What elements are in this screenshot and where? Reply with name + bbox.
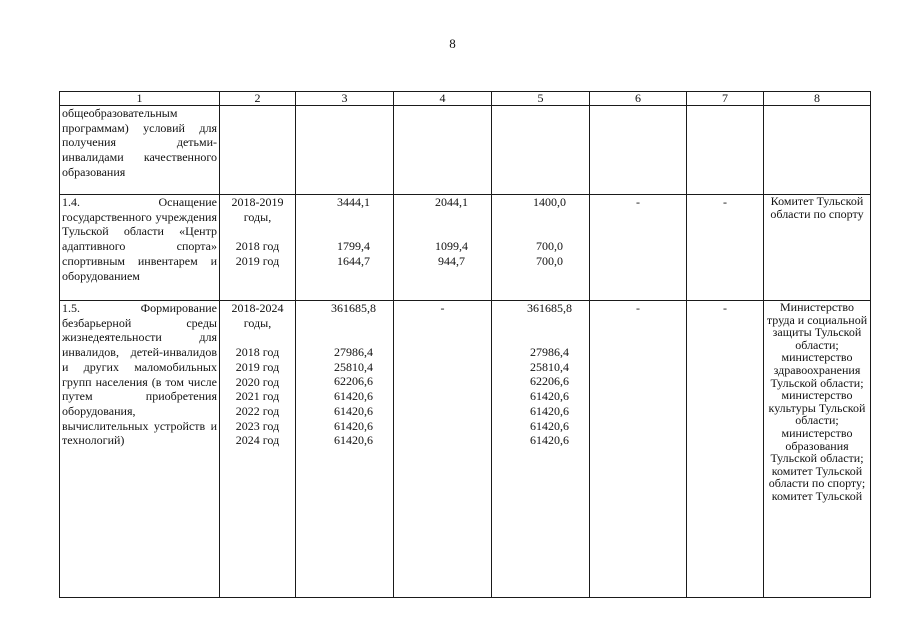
table-row [60,301,871,598]
responsible-cell [764,106,871,195]
period-year: 2019 год [235,359,280,374]
column-number: 4 [394,92,492,106]
measure-description: 1.4. Оснащение государственного учреждения Тульской области «Центр адаптивного спорта» спортивным инвентарем и оборудованием [60,195,220,301]
col6-value: - [636,195,640,209]
col5-cell [492,106,590,195]
total-value: 61420,6 [334,403,373,418]
column-number: 3 [296,92,394,106]
period-year: 2024 год [235,433,280,448]
col5-value: 25810,4 [530,359,569,374]
period-cell [220,106,296,195]
total-value: 62206,6 [334,374,373,389]
col4-cell [394,195,492,301]
total-value: 361685,8 [331,301,376,315]
col5-value: 61420,6 [530,403,569,418]
total-cell [296,106,394,195]
col5-value: 700,0 [536,239,563,254]
period-year: 2022 год [235,403,280,418]
col4-value: 1099,4 [435,239,468,254]
period-year: 2021 год [235,389,280,404]
col5-cell [492,301,590,598]
period-range: 2018-2019 годы, [231,195,284,224]
col7-cell [687,195,764,301]
table-row [60,195,871,301]
col6-cell [590,301,687,598]
total-value: 1799,4 [337,239,370,254]
column-number: 5 [492,92,590,106]
measure-description: 1.5. Формирование безбарьерной среды жизнедеятельности для инвалидов, детей-инвалидов и других маломобильных групп населения (в том числе путем приобретения оборудования, вычислительных устройств и технологий) [60,301,220,598]
period-year: 2020 год [235,374,280,389]
period-range: 2018-2024 годы, [231,301,284,330]
col6-cell [590,106,687,195]
col5-value: 61420,6 [530,433,569,448]
period-year: 2018 год [235,345,280,360]
column-number: 7 [687,92,764,106]
col7-value: - [723,195,727,209]
col5-value: 61420,6 [530,389,569,404]
col7-value: - [723,301,727,315]
col4-cell [394,301,492,598]
period-year: 2018 год [235,239,280,254]
col6-value: - [636,301,640,315]
total-value: 1644,7 [337,253,370,268]
col6-cell [590,195,687,301]
table-row [60,106,871,195]
total-value: 61420,6 [334,433,373,448]
total-value: 61420,6 [334,418,373,433]
col5-value: 700,0 [536,253,563,268]
column-number: 1 [60,92,220,106]
col5-value: 62206,6 [530,374,569,389]
col4-cell [394,106,492,195]
total-value: 61420,6 [334,389,373,404]
total-cell [296,301,394,598]
responsible-cell: Министерство труда и социальной защиты Тульской области; министерство здравоохранения Тульской области; министерство культуры Тульской области; министерство образования Тульской области; комитет Тульской области по спорту; комитет Тульской [764,301,871,598]
col4-value: 944,7 [438,253,465,268]
total-value: 3444,1 [337,195,370,209]
period-cell [220,301,296,598]
period-year: 2023 год [235,418,280,433]
measure-description: общеобразовательным программам) условий для получения детьми-инвалидами качественного образования [60,106,220,195]
col5-value: 61420,6 [530,418,569,433]
col4-value: - [440,301,445,315]
col4-value: 2044,1 [435,195,468,209]
col5-cell [492,195,590,301]
period-cell [220,195,296,301]
col5-value: 1400,0 [533,195,566,209]
column-number: 8 [764,92,871,106]
col5-value: 361685,8 [527,301,572,315]
total-value: 25810,4 [334,359,373,374]
col5-value: 27986,4 [530,345,569,360]
column-number: 6 [590,92,687,106]
program-table [59,91,871,598]
col7-cell [687,106,764,195]
responsible-cell: Комитет Тульской области по спорту [764,195,871,301]
column-number: 2 [220,92,296,106]
col7-cell [687,301,764,598]
column-number-row [60,92,871,106]
page-number: 8 [449,36,456,51]
period-year: 2019 год [235,253,280,268]
total-value: 27986,4 [334,345,373,360]
total-cell [296,195,394,301]
